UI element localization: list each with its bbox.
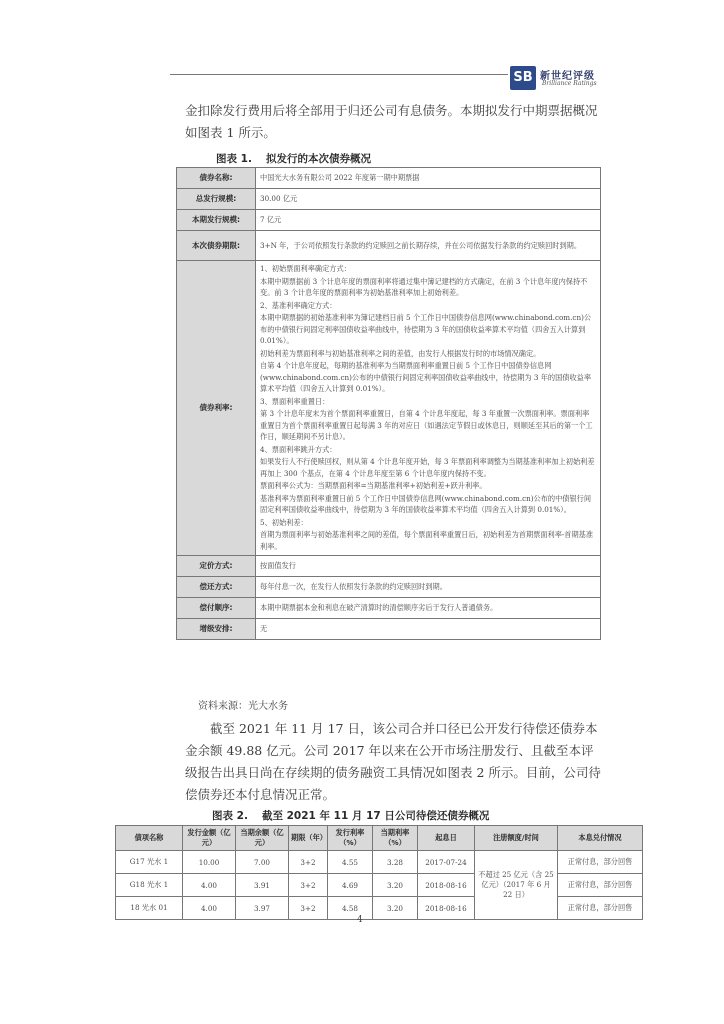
- table-row: [177, 598, 601, 619]
- rate-section-heading: 3、票面利率重置日：: [260, 396, 330, 406]
- brand-logo: [510, 66, 630, 94]
- table1-title: 拟发行的本次债券概况: [265, 153, 371, 165]
- rate-section-text: 票面利率公式为：当期票面利率=当期基准利率+初始利差+跃升利率。: [260, 481, 487, 490]
- col-header: 当期利率（%）: [373, 826, 418, 851]
- table-row: [116, 874, 643, 897]
- source-note: 资料来源：光大水务: [198, 701, 288, 712]
- row-value: 7 亿元: [256, 210, 601, 231]
- row-key: 定价方式:: [177, 556, 256, 577]
- cell: 2018-08-16: [418, 874, 475, 897]
- rate-section-heading: 2、基准利率确定方式：: [260, 300, 337, 310]
- bond-overview-table: [176, 167, 601, 640]
- table2-label: 图表 2.: [212, 810, 248, 822]
- cell: 3.28: [373, 851, 418, 874]
- rate-section-text: 本期中期票据前 3 个计息年度的票面利率将通过集中簿记建档的方式确定，在前 3 个计息年度内保持不变。前 3 个计息年度的票面利率为初始基准利率加上初始利差。: [260, 276, 588, 297]
- cell: 2017-07-24: [418, 851, 475, 874]
- col-header: 当期余额（亿元）: [236, 826, 289, 851]
- table-row: [116, 851, 643, 874]
- cell: 10.00: [183, 851, 236, 874]
- logo-chinese-name: 新世纪评级: [540, 71, 595, 82]
- col-header: 注册额度/时间: [475, 826, 558, 851]
- table-row: [177, 556, 601, 577]
- logo-mark: SB: [510, 66, 536, 90]
- col-header: 本息兑付情况: [558, 826, 643, 851]
- cell: 3.91: [236, 874, 289, 897]
- table2-caption: [212, 808, 489, 823]
- table-row: [177, 210, 601, 231]
- table-header-row: [116, 826, 643, 851]
- rate-section-heading: 1、初始票面利率确定方式：: [260, 264, 351, 273]
- row-key: 偿付顺序:: [177, 598, 256, 619]
- cell: 4.69: [328, 874, 373, 897]
- row-key: 本次债券期限:: [177, 231, 256, 261]
- cell: 3.20: [373, 874, 418, 897]
- row-value: 3+N 年，于公司依照发行条款的约定赎回之前长期存续，并在公司依据发行条款的约定赎回时到期。: [256, 231, 601, 261]
- col-header: 发行利率（%）: [328, 826, 373, 851]
- table-row: [177, 619, 601, 640]
- cell: 4.00: [183, 897, 236, 920]
- cell: 18 光水 01: [116, 897, 183, 920]
- table-row: [116, 897, 643, 920]
- rate-section-text: 本期中期票据的初始基准利率为簿记建档日前 5 个工作日中国债券信息网(www.chinabond.com.cn)公布的中债银行间固定利率国债收益率曲线中，待偿期为 3 年的国债收益率算术平均值（四舍五入计算到 0.01%）。: [260, 313, 592, 345]
- row-key: 本期发行规模:: [177, 210, 256, 231]
- page-number: 4: [357, 915, 363, 925]
- row-value: 本期中期票据本金和利息在破产清算时的清偿顺序劣后于发行人普通债务。: [256, 598, 601, 619]
- rate-section-heading: 4、票面利率跳升方式：: [260, 444, 337, 454]
- cell: 正常付息，部分回售: [558, 897, 643, 920]
- cell: 7.00: [236, 851, 289, 874]
- cell: 3.20: [373, 897, 418, 920]
- rate-section-text: 如果发行人不行使赎回权，则从第 4 个计息年度开始，每 3 年票面利率调整为当期基准利率加上初始利差再加上 300 个基点，在第 4 个计息年度至第 6 个计息年度内保持不变。: [260, 457, 595, 478]
- row-value: 无: [256, 619, 601, 640]
- rate-section-text: 自第 4 个计息年度起，每期的基准利率为当期票面利率重置日前 5 个工作日中国债券信息网(www.chinabond.com.cn)公布的中债银行间固定利率国债收益率曲线中，待偿期为 3 年的国债收益率算术平均值（四舍五入计算到 0.01%）。: [260, 361, 592, 393]
- rate-section-text: 基准利率为票面利率重置日前 5 个工作日中国债券信息网(www.chinabond.com.cn)公布的中债银行间固定利率国债收益率曲线中，待偿期为 3 年的国债收益率算术平均值（四舍五入计算到 0.01%）。: [260, 493, 592, 514]
- row-key: 总发行规模:: [177, 189, 256, 210]
- rate-section-text: 第 3 个计息年度末为首个票面利率重置日，自第 4 个计息年度起，每 3 年重置一次票面利率。票面利率重置日为首个票面利率重置日起每满 3 年的对应日（如遇法定节假日或休息日，则顺延至其后的第一个工作日，顺延期间不另计息）。: [260, 409, 593, 441]
- col-header: 期限（年）: [289, 826, 328, 851]
- rate-section-heading: 5、初始利差：: [260, 517, 308, 527]
- interest-rate-details: [256, 261, 601, 556]
- cell: 4.58: [328, 897, 373, 920]
- cell: 正常付息，部分回售: [558, 874, 643, 897]
- outstanding-bonds-paragraph: 截至 2021 年 11 月 17 日，该公司合并口径已公开发行待偿还债券本金余额 49.88 亿元。公司 2017 年以来在公开市场注册发行、且截至本评级报告出具日尚在存续期的债务融资工具情况如图表 2 所示。目前，公司待偿债券还本付息情况正常。: [185, 721, 601, 802]
- row-key: 债券名称:: [177, 168, 256, 189]
- table-row: [177, 577, 601, 598]
- row-value: 每年付息一次，在发行人依照发行条款的约定赎回时到期。: [256, 577, 601, 598]
- row-value: 中国光大水务有限公司 2022 年度第一期中期票据: [256, 168, 601, 189]
- table-row: [177, 189, 601, 210]
- cell: 4.55: [328, 851, 373, 874]
- cell: 3.97: [236, 897, 289, 920]
- rate-section-text: 首期为票面利率与初始基准利率之间的差值，每个票面利率重置日后，初始利差为首期票面利率-首期基准利率。: [260, 530, 594, 551]
- table-row: [177, 168, 601, 189]
- row-value: 30.00 亿元: [256, 189, 601, 210]
- col-header: 发行金额（亿元）: [183, 826, 236, 851]
- table2-title: 截至 2021 年 11 月 17 日公司待偿还债券概况: [261, 810, 490, 822]
- cell: 3+2: [289, 874, 328, 897]
- cell: G18 光水 1: [116, 874, 183, 897]
- cell: 3+2: [289, 897, 328, 920]
- cell: 正常付息，部分回售: [558, 851, 643, 874]
- col-header: 起息日: [418, 826, 475, 851]
- cell: G17 光水 1: [116, 851, 183, 874]
- col-header: 债项名称: [116, 826, 183, 851]
- header-rule: [170, 74, 508, 75]
- outstanding-bonds-table: [115, 825, 643, 920]
- cell: 2018-08-16: [418, 897, 475, 920]
- row-key: 债券利率:: [177, 261, 256, 556]
- row-value: 按面值发行: [256, 556, 601, 577]
- table-row: [177, 231, 601, 261]
- row-key: 偿还方式:: [177, 577, 256, 598]
- cell: 4.00: [183, 874, 236, 897]
- cell: 3+2: [289, 851, 328, 874]
- table-row: [177, 261, 601, 556]
- rate-section-text: 初始利差为票面利率与初始基准利率之间的差值，由发行人根据发行时的市场情况确定。: [260, 348, 541, 358]
- table1-label: 图表 1.: [216, 153, 252, 165]
- logo-english-name: Brilliance Ratings: [542, 80, 597, 87]
- row-key: 增级安排:: [177, 619, 256, 640]
- intro-paragraph: 金扣除发行费用后将全部用于归还公司有息债务。本期拟发行中期票据概况如图表 1 所示。: [185, 103, 598, 140]
- cell-registration-quota: 不超过 25 亿元（含 25 亿元）（2017 年 6 月 22 日）: [475, 851, 558, 920]
- table1-caption: [216, 151, 371, 166]
